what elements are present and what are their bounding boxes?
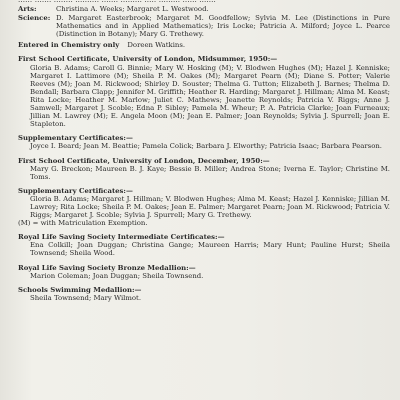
swimming-section [18,286,390,302]
rls-bronze-names: Marion Coleman; Joan Duggan; Sheila Townsend. [30,271,204,280]
fsc-december-heading: First School Certificate, University of London, December, 1950:— [18,156,270,165]
fsc-midsummer-section [18,55,390,128]
supp-midsummer-section [18,134,390,150]
fsc-midsummer-heading: First School Certificate, University of London, Midsummer, 1950:— [18,55,278,64]
supp-midsummer-heading: Supplementary Certificates:— [18,134,133,143]
matriculation-note: (M) = with Matriculation Exemption. [18,219,148,228]
fsc-midsummer-names: Gloria B. Adams; Caroll G. Binnie; Mary W. Hosking (M); V. Blodwen Hughes (M); Hazel J. Kenniske; Margaret I. Lattimore (M); Sheila P. M. Oakes (M); Margaret Pearn (M); Diane S. Potter; Valerie Reeves (M); Joan M. Rickwood; Shirley D. Souster; Thelma G. Tutton; Elizabeth J. Barnes; Thelma D. Bendall; Barbara Clapp; Jennifer M. Griffith; Heather R. Harding; Margaret J. Hillman; Alma M. Keast; Rita Locke; Heather M. Marlow; Juliet C. Mathews; Jeanette Reynolds; Patricia V. Riggs; Anne J. Samwell; Margaret J. Scoble; Edna P. Sibley; Pamela M. Wheur; P. A. Patricia Clarke; Joan Furneaux; Jillian M. Lawrey (M); E. Angela Moon (M); Jean E. Palmer; Joan Reynolds; Sylvia J. Spurrell; Joan E. Stapleton. [30,63,390,129]
fsc-december-names: Mary G. Breckon; Maureen B. J. Kaye; Bessie B. Miller; Andrea Stone; Iverna E. Taylor; Christine M. Toms. [30,164,390,181]
rls-intermediate-names: Ena Colkill; Joan Duggan; Christina Gange; Maureen Harris; Mary Hunt; Pauline Hurst; Sheila Townsend; Sheila Wood. [30,241,390,258]
supp-december-names: Gloria B. Adams; Margaret J. Hillman; V. Blodwen Hughes; Alma M. Keast; Hazel J. Kenniske; Jillian M. Lawrey; Rita Locke; Sheila P. M. Oakes; Jean E. Palmer; Margaret Pearn; Joan M. Rickwood; Patricia V. Riggs; Margaret J. Scoble; Sylvia J. Spurrell; Mary G. Trethewy. [30,194,390,220]
chemistry-name: Doreen Watkins. [127,41,186,50]
rls-bronze-section [18,264,390,280]
supp-midsummer-names: Joyce I. Beard; Jean M. Beattie; Pamela Colick; Barbara J. Elworthy; Patricia Isaac; Barbara Pearson. [30,142,382,151]
fsc-december-section [18,157,390,181]
swimming-heading: Schools Swimming Medallion:— [18,285,142,294]
chemistry-heading: Entered in Chemistry only [18,41,120,50]
chemistry-row [18,41,390,49]
arts-names: Christina A. Weeks; Margaret L. Westwood. [56,5,209,13]
arts-label: Arts: [18,5,37,13]
arts-row [18,5,390,13]
supp-december-heading: Supplementary Certificates:— [18,186,133,195]
swimming-names: Sheila Townsend; Mary Wilmot. [30,293,142,302]
science-row [18,14,390,38]
science-names: D. Margaret Easterbrook; Margaret M. Goodfellow; Sylvia M. Lee (Distinctions in Pure Mathematics and in Applied Mathematics); Iris Locke; Patricia A. Milford; Joyce L. Pearce (Distinction in Botany); Mary G. Trethewy. [56,14,390,39]
rls-intermediate-heading: Royal Life Saving Society Intermediate Certificates:— [18,233,225,242]
supp-december-section [18,187,390,227]
rls-bronze-heading: Royal Life Saving Society Bronze Medallion:— [18,263,196,272]
results-list [18,2,390,302]
rls-intermediate-section [18,233,390,257]
science-label: Science: [18,14,51,23]
